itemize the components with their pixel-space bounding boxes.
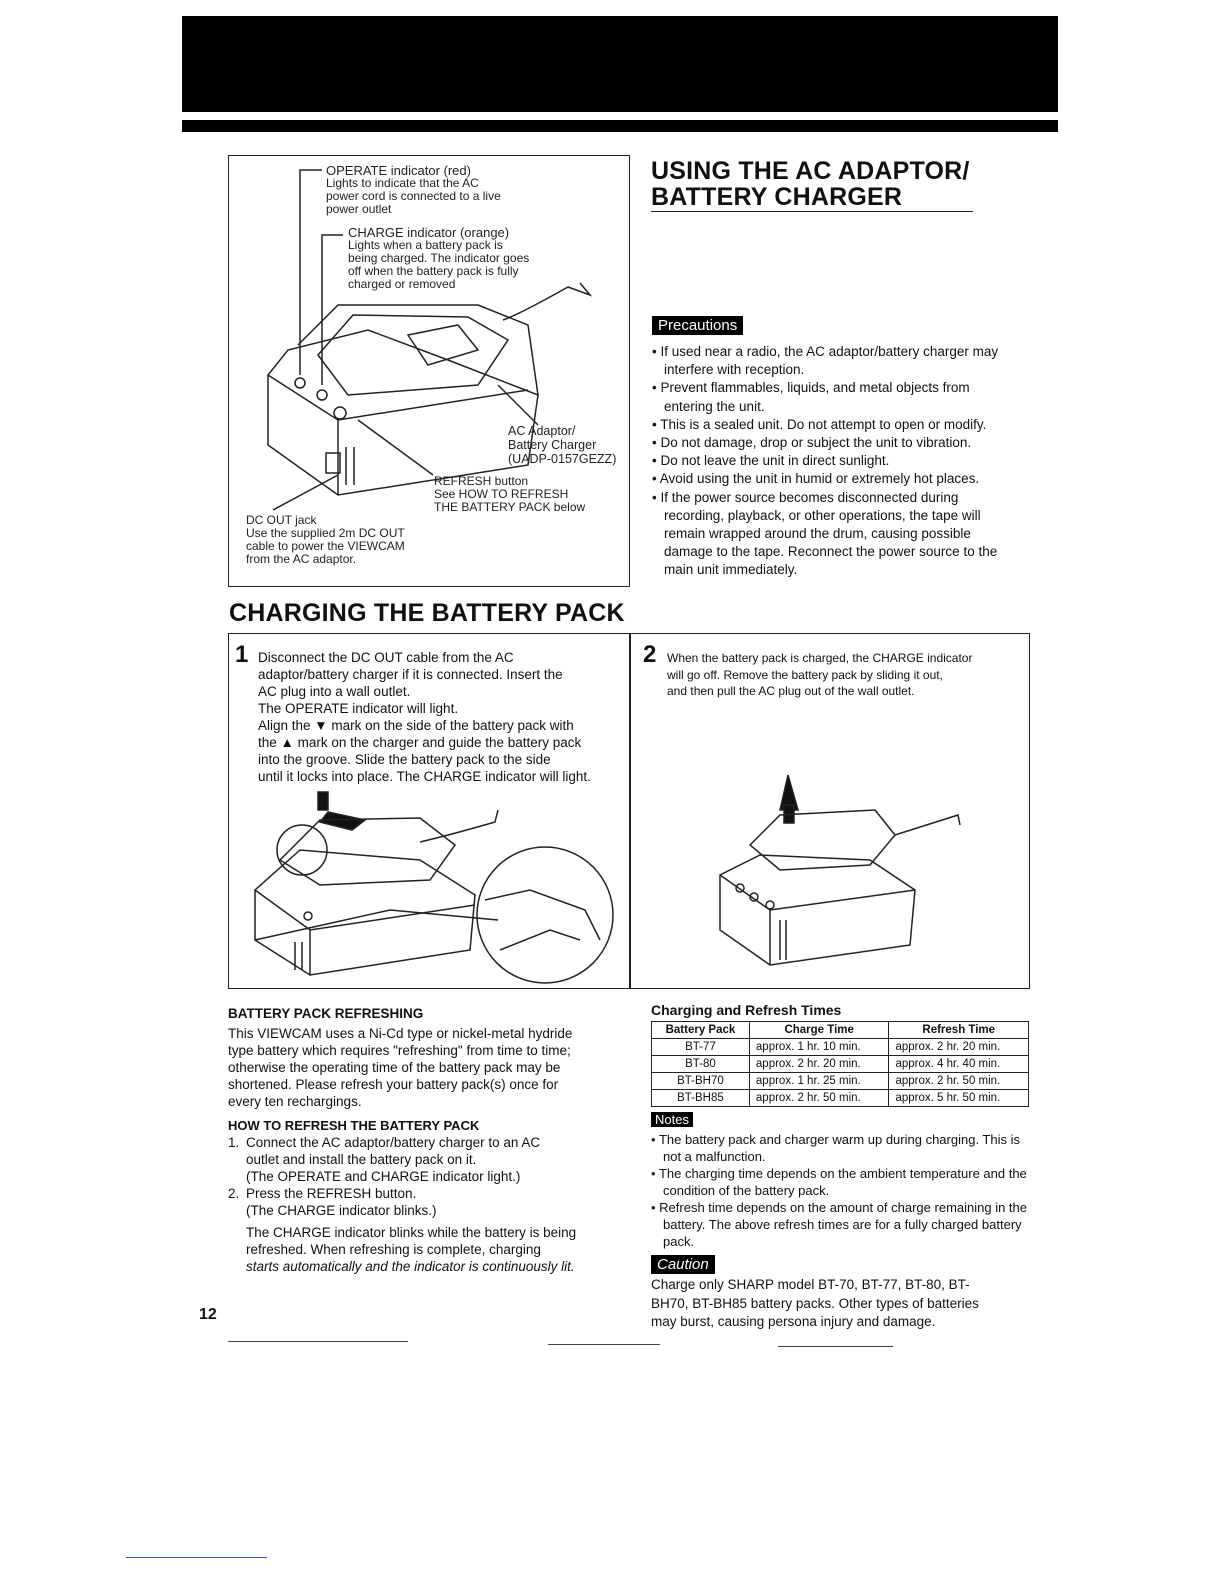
refresh-outro: The CHARGE indicator blinks while the battery is being refreshed. When refreshing is complete, charging starts automatically and the indicator is continuously lit.: [246, 1225, 577, 1274]
list-item: • This is a sealed unit. Do not attempt to open or modify.: [652, 416, 987, 432]
list-item: • Do not damage, drop or subject the unit to vibration.: [652, 435, 972, 451]
header-bar: [182, 120, 1058, 132]
times-heading: Charging and Refresh Times: [651, 1002, 842, 1018]
list-item: • Avoid using the unit in humid or extremely hot places.: [652, 471, 980, 487]
refreshing-intro: This VIEWCAM uses a Ni-Cd type or nickel-metal hydride type battery which requires "refreshing" from time to time; otherwise the operating time of the battery pack may be shortened. Please refresh your battery pack(s) once for every ten rechargings.: [228, 1026, 573, 1109]
step1-illustration: [240, 790, 620, 985]
table-row: BT-77 approx. 1 hr. 10 min. approx. 2 hr. 20 min.: [652, 1039, 1029, 1056]
notes-list: [651, 1131, 1029, 1250]
list-item: • The charging time depends on the ambient temperature and the condition of the battery pack.: [651, 1166, 1027, 1198]
refresh-step1: Connect the AC adaptor/battery charger to an AC outlet and install the battery pack on it. (The OPERATE and CHARGE indicator light.): [246, 1135, 541, 1184]
title-underline: [651, 211, 973, 212]
refresh-step2-num: 2.: [228, 1186, 240, 1201]
notes-heading: Notes: [651, 1111, 693, 1129]
refresh-button-label: REFRESH button See HOW TO REFRESH THE BATTERY PACK below: [434, 474, 586, 514]
step1-text: Disconnect the DC OUT cable from the AC adaptor/battery charger if it is connected. Insert the AC plug into a wall outlet. The OPERATE indicator will light. Align the ▼ mark on the side of the battery pack with the ▲ mark on the charger and guide the battery pack into the groove. Slide the battery pack to the side until it locks into place. The CHARGE indicator will light.: [258, 650, 591, 784]
precautions-list: [652, 343, 1012, 580]
charging-title: CHARGING THE BATTERY PACK: [229, 599, 625, 627]
column-header: Charge Time: [749, 1022, 889, 1039]
list-item: • Refresh time depends on the amount of charge remaining in the battery. The above refresh times are for a fully charged battery pack.: [651, 1200, 1028, 1249]
caution-heading: Caution: [651, 1255, 715, 1274]
list-item: • If used near a radio, the AC adaptor/battery charger may interfere with reception.: [652, 344, 999, 378]
charge-indicator-label: CHARGE indicator (orange) Lights when a battery pack is being charged. The indicator goes off when the battery pack is fully charged or removed: [348, 225, 530, 291]
steps-divider: [629, 633, 631, 989]
table-row: BT-80 approx. 2 hr. 20 min. approx. 4 hr. 40 min.: [652, 1056, 1029, 1073]
table-header-row: [652, 1022, 1029, 1039]
step2-illustration: [710, 765, 970, 980]
table-row: BT-BH85 approx. 2 hr. 50 min. approx. 5 hr. 50 min.: [652, 1090, 1029, 1107]
step2-text: When the battery pack is charged, the CHARGE indicator will go off. Remove the battery pack by sliding it out, and then pull the AC plug out of the wall outlet.: [667, 651, 973, 698]
footer-rule: [548, 1344, 660, 1345]
refresh-step1-num: 1.: [228, 1135, 240, 1150]
list-item: • Do not leave the unit in direct sunlight.: [652, 453, 890, 469]
list-item: • The battery pack and charger warm up during charging. This is not a malfunction.: [651, 1132, 1020, 1164]
bottom-rule: [126, 1557, 267, 1558]
caution-text: Charge only SHARP model BT-70, BT-77, BT-80, BT- BH70, BT-BH85 battery packs. Other types of batteries may burst, causing persona injury and damage.: [651, 1277, 979, 1329]
footer-rule: [228, 1341, 408, 1342]
column-header: Refresh Time: [889, 1022, 1029, 1039]
refreshing-heading: BATTERY PACK REFRESHING: [228, 1006, 424, 1021]
dc-out-label: DC OUT jack Use the supplied 2m DC OUT cable to power the VIEWCAM from the AC adaptor.: [246, 513, 405, 566]
list-item: • If the power source becomes disconnected during recording, playback, or other operations, the tape will remain wrapped around the drum, causing possible damage to the tape. Reconnect the power source to the main unit immediately.: [652, 489, 998, 578]
times-table: [651, 1021, 1029, 1107]
step2-number: 2: [643, 641, 657, 668]
page-number: 12: [199, 1306, 217, 1323]
section-title: USING THE AC ADAPTOR/ BATTERY CHARGER: [651, 157, 970, 211]
step1-number: 1: [235, 641, 249, 668]
list-item: • Prevent flammables, liquids, and metal objects from entering the unit.: [652, 380, 970, 414]
table-row: BT-BH70 approx. 1 hr. 25 min. approx. 2 hr. 50 min.: [652, 1073, 1029, 1090]
refresh-step2: Press the REFRESH button. (The CHARGE indicator blinks.): [246, 1186, 437, 1218]
column-header: Battery Pack: [652, 1022, 750, 1039]
how-to-heading: HOW TO REFRESH THE BATTERY PACK: [228, 1118, 480, 1133]
footer-rule: [778, 1346, 893, 1347]
precautions-heading: Precautions: [652, 316, 743, 335]
adaptor-label: AC Adaptor/ Battery Charger (UADP-0157GEZZ): [508, 424, 617, 466]
header-block: [182, 16, 1058, 112]
operate-indicator-label: OPERATE indicator (red) Lights to indicate that the AC power cord is connected to a live power outlet: [326, 163, 501, 216]
